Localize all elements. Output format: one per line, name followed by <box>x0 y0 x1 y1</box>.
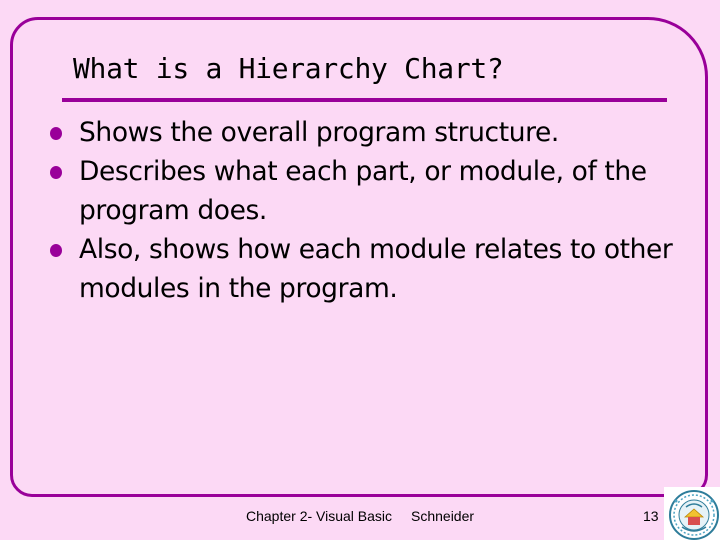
slide-title: What is a Hierarchy Chart? <box>73 52 504 85</box>
university-seal-logo <box>664 487 720 540</box>
bullet-icon <box>50 166 62 179</box>
title-underline <box>62 98 667 102</box>
footer-page-number: 13 <box>643 508 659 524</box>
bullet-item <box>50 152 690 230</box>
footer-chapter: Chapter 2- Visual Basic <box>246 508 393 524</box>
bullet-icon <box>50 244 62 257</box>
bullet-text: Also, shows how each module relates to other modules in the program. <box>79 234 673 304</box>
bullet-item <box>50 113 690 152</box>
bullet-icon <box>50 127 62 140</box>
bullet-text: Shows the overall program structure. <box>79 117 559 148</box>
bullet-text: Describes what each part, or module, of the program does. <box>79 156 647 226</box>
bullet-item <box>50 230 690 308</box>
bullet-list <box>50 113 690 308</box>
footer-author: Schneider <box>411 508 475 524</box>
